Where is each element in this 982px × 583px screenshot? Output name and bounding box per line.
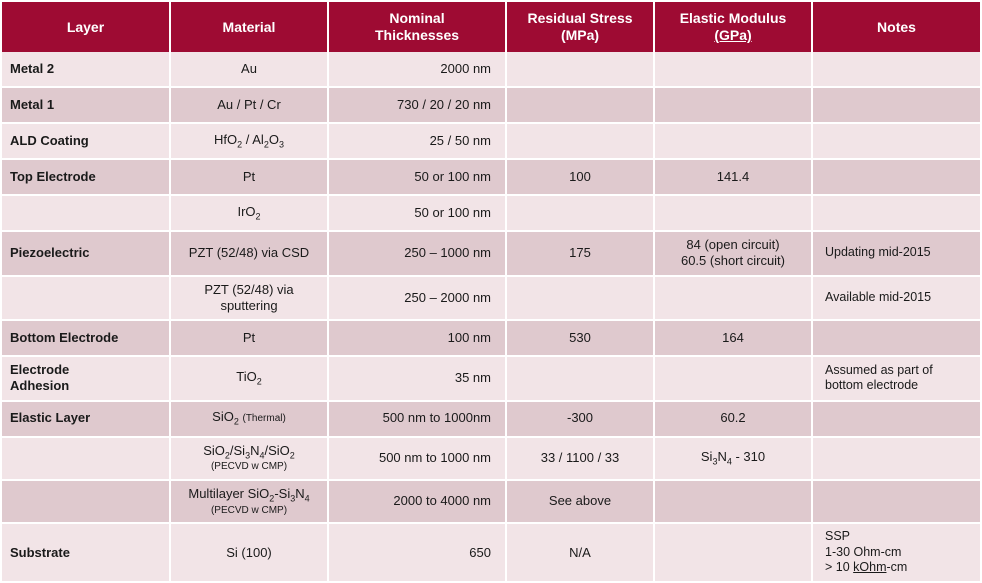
cell-layer [2,437,170,480]
column-header-notes-label: Notes [877,18,916,35]
cell-elastic-modulus [654,356,812,401]
column-header-residual-stress [506,2,654,52]
cell-notes: Assumed as part of bottom electrode [812,356,980,401]
cell-thickness: 650 [328,523,506,582]
cell-residual-stress [506,356,654,401]
cell-thickness: 35 nm [328,356,506,401]
cell-residual-stress: 33 / 1100 / 33 [506,437,654,480]
column-header-nominal-line2: Thicknesses [374,27,460,43]
table-body [2,52,980,582]
cell-material: Multilayer $SiO_2-Si_3N_4$ (PECVD w CMP) [170,480,328,523]
cell-material: Pt [170,320,328,356]
cell-residual-stress [506,52,654,87]
cell-residual-stress [506,276,654,321]
column-header-nominal-line1: Nominal [389,10,445,27]
cell-notes [812,401,980,437]
table-row [2,437,980,480]
cell-layer: Elastic Layer [2,401,170,437]
cell-thickness: 2000 to 4000 nm [328,480,506,523]
cell-elastic-modulus: 60.2 [654,401,812,437]
cell-elastic-modulus [654,123,812,159]
cell-residual-stress: -300 [506,401,654,437]
cell-thickness: 25 / 50 nm [328,123,506,159]
cell-layer: Bottom Electrode [2,320,170,356]
cell-thickness: 500 nm to 1000nm [328,401,506,437]
cell-layer: Top Electrode [2,159,170,195]
cell-elastic-modulus [654,87,812,123]
cell-residual-stress: See above [506,480,654,523]
table-row [2,52,980,87]
cell-residual-stress: N/A [506,523,654,582]
cell-material: $SiO_2/Si_3N_4/SiO_2$ (PECVD w CMP) [170,437,328,480]
cell-residual-stress [506,123,654,159]
column-header-notes [812,2,980,52]
cell-notes [812,480,980,523]
cell-notes [812,52,980,87]
cell-notes [812,159,980,195]
cell-material: Au [170,52,328,87]
cell-thickness: 250 – 2000 nm [328,276,506,321]
table-header [2,2,980,52]
cell-thickness: 50 or 100 nm [328,195,506,231]
table-row [2,87,980,123]
cell-material: IrO$_2$ [170,195,328,231]
cell-material: Pt [170,159,328,195]
cell-residual-stress [506,87,654,123]
column-header-material [170,2,328,52]
cell-layer: Electrode Adhesion [2,356,170,401]
cell-layer: Metal 2 [2,52,170,87]
cell-thickness: 730 / 20 / 20 nm [328,87,506,123]
column-header-modulus-line1: Elastic Modulus [679,10,787,27]
table-row [2,401,980,437]
cell-material: PZT (52/48) via sputtering [170,276,328,321]
cell-residual-stress [506,195,654,231]
column-header-stress-line2: (MPa) [560,27,600,43]
cell-layer: Metal 1 [2,87,170,123]
cell-notes [812,123,980,159]
table-row [2,480,980,523]
cell-layer: Piezoelectric [2,231,170,276]
cell-notes: SSP 1-30 Ohm-cm > 10 kOhm-cm [812,523,980,582]
cell-notes [812,437,980,480]
table-row [2,195,980,231]
cell-elastic-modulus [654,195,812,231]
cell-layer: ALD Coating [2,123,170,159]
column-header-stress-line1: Residual Stress [527,10,633,27]
cell-thickness: 50 or 100 nm [328,159,506,195]
cell-elastic-modulus [654,523,812,582]
cell-elastic-modulus: 84 (open circuit) 60.5 (short circuit) [654,231,812,276]
cell-material: SiO$_2$ (Thermal) [170,401,328,437]
cell-thickness: 250 – 1000 nm [328,231,506,276]
cell-layer: Substrate [2,523,170,582]
cell-notes [812,320,980,356]
cell-elastic-modulus [654,276,812,321]
table-row [2,356,980,401]
cell-material: Au / Pt / Cr [170,87,328,123]
table-row [2,276,980,321]
table-row [2,320,980,356]
column-header-modulus-line2: (GPa) [714,27,752,43]
cell-elastic-modulus [654,480,812,523]
cell-residual-stress: 100 [506,159,654,195]
cell-thickness: 2000 nm [328,52,506,87]
cell-elastic-modulus: 141.4 [654,159,812,195]
cell-thickness: 100 nm [328,320,506,356]
cell-residual-stress: 175 [506,231,654,276]
cell-layer [2,195,170,231]
column-header-elastic-modulus [654,2,812,52]
table-row [2,123,980,159]
cell-material: $HfO_2 / Al_2O_3$ [170,123,328,159]
layer-specification-table [2,2,980,583]
table-row [2,231,980,276]
cell-notes: Updating mid-2015 [812,231,980,276]
cell-layer [2,480,170,523]
column-header-material-label: Material [222,18,276,35]
cell-elastic-modulus: $Si_3N_4 - 310$ [654,437,812,480]
spec-table-slide [0,2,982,575]
cell-material: PZT (52/48) via CSD [170,231,328,276]
cell-notes [812,195,980,231]
table-header-row [2,2,980,52]
cell-layer [2,276,170,321]
cell-elastic-modulus [654,52,812,87]
cell-thickness: 500 nm to 1000 nm [328,437,506,480]
column-header-layer [2,2,170,52]
cell-residual-stress: 530 [506,320,654,356]
column-header-layer-label: Layer [66,18,105,35]
column-header-nominal-thicknesses [328,2,506,52]
cell-elastic-modulus: 164 [654,320,812,356]
cell-notes: Available mid-2015 [812,276,980,321]
table-row [2,159,980,195]
cell-material: TiO$_2$ [170,356,328,401]
cell-notes [812,87,980,123]
cell-material: Si (100) [170,523,328,582]
table-row [2,523,980,582]
